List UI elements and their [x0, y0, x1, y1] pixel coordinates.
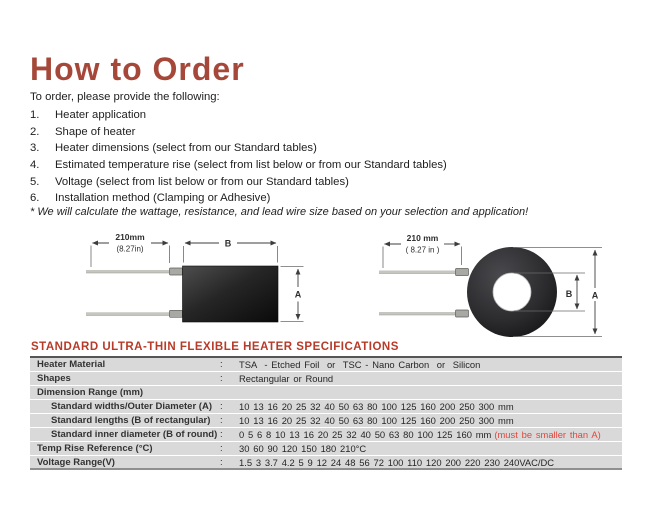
list-item-text: Heater dimensions (select from our Standard tables) — [55, 142, 317, 155]
row-value-warning: (must be smaller than A) — [494, 428, 601, 440]
row-value: 10 13 16 20 25 32 40 50 63 80 100 125 160 200 250 300 mm — [239, 414, 514, 426]
row-label: Standard lengths (B of rectangular) — [51, 414, 211, 426]
row-label: Dimension Range (mm) — [37, 386, 144, 398]
dimension-label-in: (8.27in) — [116, 244, 144, 254]
spec-section-heading: STANDARD ULTRA-THIN FLEXIBLE HEATER SPECIFICATIONS — [31, 341, 399, 353]
row-label: Shapes — [37, 372, 71, 384]
round-heater-hole — [493, 273, 531, 311]
list-item — [30, 173, 447, 190]
list-item-number: 5. — [30, 175, 40, 188]
dimension-label-in: ( 8.27 in ) — [405, 245, 440, 255]
row-value: 10 13 16 20 25 32 40 50 63 80 100 125 160 200 250 300 mm — [239, 400, 514, 412]
order-steps-list — [30, 107, 447, 207]
list-item-text: Installation method (Clamping or Adhesive) — [55, 192, 271, 205]
table-row — [30, 456, 622, 469]
list-item — [30, 140, 447, 157]
width-label-B: B — [224, 238, 232, 249]
row-label: Heater Material — [37, 358, 106, 370]
spec-table — [30, 356, 622, 470]
row-colon: : — [220, 372, 223, 384]
row-value: 0 5 6 8 10 13 16 20 25 32 40 50 63 80 100 125 160 mm — [239, 428, 492, 440]
list-item-text: Voltage (select from list below or from our Standard tables) — [55, 175, 349, 188]
list-item — [30, 190, 447, 207]
row-label: Standard widths/Outer Diameter (A) — [51, 400, 212, 412]
rectangular-heater-diagram — [86, 232, 304, 322]
rect-heater-body — [183, 266, 279, 322]
list-item-number: 4. — [30, 159, 40, 172]
round-heater-diagram — [379, 233, 602, 337]
row-colon: : — [220, 442, 223, 454]
calculation-note: * We will calculate the wattage, resistance, and lead wire size based on your selection and application! — [30, 206, 529, 218]
inner-diameter-label-B: B — [565, 289, 573, 299]
list-item — [30, 124, 447, 141]
row-label: Voltage Range(V) — [37, 456, 115, 468]
list-item-number: 6. — [30, 192, 40, 205]
wire-ferrule — [456, 310, 469, 317]
outer-diameter-label-A: A — [591, 290, 599, 301]
list-item-number: 1. — [30, 109, 40, 122]
row-colon: : — [220, 358, 223, 370]
dimension-label-mm: 210mm — [115, 232, 145, 242]
table-row — [30, 372, 622, 385]
row-colon: : — [220, 400, 223, 412]
list-item-text: Heater application — [55, 109, 147, 122]
row-value: Rectangular or Round — [239, 372, 334, 384]
wire-ferrule — [170, 268, 183, 275]
list-item-text: Estimated temperature rise (select from list below or from our Standard tables) — [55, 159, 447, 172]
row-value: 1.5 3 3.7 4.2 5 9 12 24 48 56 72 100 110 120 200 220 230 240VAC/DC — [239, 456, 555, 468]
table-row — [30, 400, 622, 413]
wire-ferrule — [456, 269, 469, 276]
dimension-label-mm: 210 mm — [406, 233, 439, 243]
height-label-A: A — [294, 289, 302, 300]
intro-text: To order, please provide the following: — [30, 91, 220, 103]
row-colon: : — [220, 414, 223, 426]
table-row — [30, 442, 622, 455]
row-value: 30 60 90 120 150 180 210°C — [239, 442, 367, 454]
list-item — [30, 157, 447, 174]
row-value: TSA - Etched Foil or TSC - Nano Carbon or Silicon — [239, 358, 481, 370]
row-label: Standard inner diameter (B of round) — [51, 428, 218, 440]
heater-diagrams — [40, 228, 620, 342]
table-row — [30, 428, 622, 441]
row-colon: : — [220, 456, 223, 468]
table-row — [30, 414, 622, 427]
list-item — [30, 107, 447, 124]
list-item-number: 3. — [30, 142, 40, 155]
wire-ferrule — [170, 310, 183, 317]
table-row — [30, 386, 622, 399]
row-colon: : — [220, 428, 223, 440]
row-label: Temp Rise Reference (°C) — [37, 442, 153, 454]
list-item-text: Shape of heater — [55, 125, 136, 138]
page-title: How to Order — [30, 51, 245, 87]
table-row — [30, 358, 622, 371]
list-item-number: 2. — [30, 125, 40, 138]
